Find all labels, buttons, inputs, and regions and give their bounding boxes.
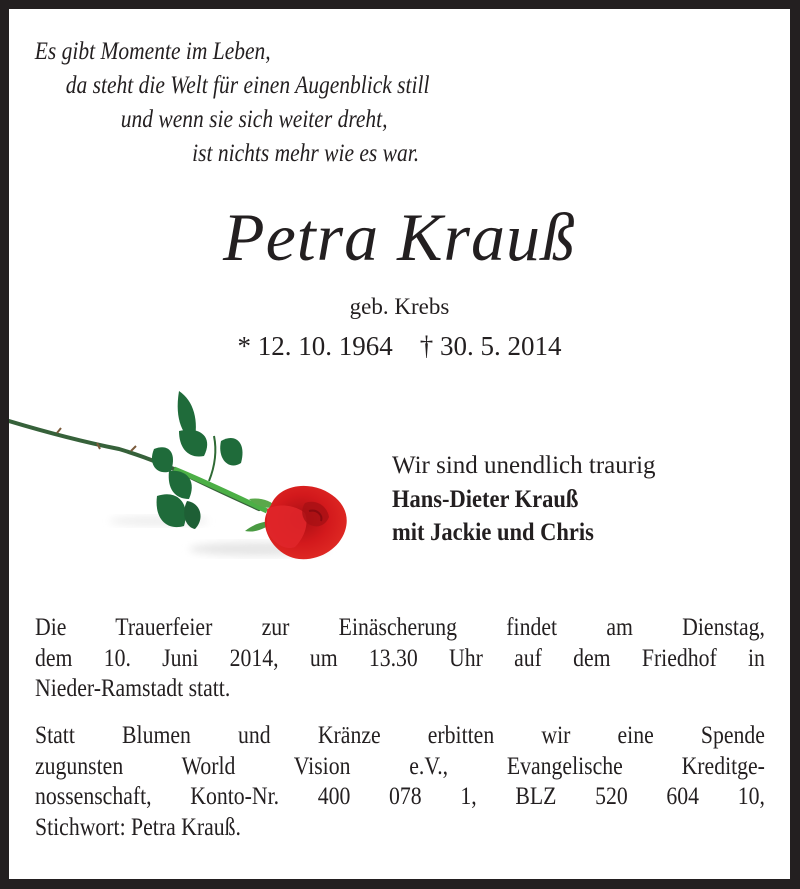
donation-line: Statt Blumen und Kränze erbitten wir eine Spende [35, 722, 765, 749]
donation-line: Stichwort: Petra Krauß. [35, 813, 241, 841]
poem-line: ist nichts mehr wie es war. [192, 140, 420, 167]
funeral-announcement [35, 613, 765, 705]
life-dates: * 12. 10. 1964 † 30. 5. 2014 [237, 331, 562, 361]
poem-line: da steht die Welt für einen Augenblick still [65, 72, 430, 99]
deceased-name: Petra Krauß [223, 199, 576, 275]
donation-line: zugunsten World Vision e.V., Evangelische Kreditge- [35, 752, 765, 780]
funeral-line: dem 10. Juni 2014, um 13.30 Uhr auf dem Friedhof in [35, 644, 765, 672]
donation-line: nossenschaft, Konto-Nr. 400 078 1, BLZ 520 604 10, [35, 783, 765, 810]
maiden-name: geb. Krebs [349, 294, 450, 319]
mourners-block [392, 449, 656, 549]
donation-request [35, 721, 765, 843]
mourner-name: Hans-Dieter Krauß [392, 486, 579, 513]
poem-line: und wenn sie sich weiter dreht, [120, 106, 388, 133]
red-rose-icon [9, 381, 369, 571]
poem-line: Es gibt Momente im Leben, [34, 38, 271, 65]
obituary-notice [9, 9, 790, 879]
mourner-family: mit Jackie und Chris [392, 519, 594, 546]
mourning-sentiment: Wir sind unendlich traurig [392, 452, 656, 479]
funeral-line: Nieder-Ramstadt statt. [35, 675, 231, 702]
funeral-line: Die Trauerfeier zur Einäscherung findet am Dienstag, [35, 614, 765, 641]
